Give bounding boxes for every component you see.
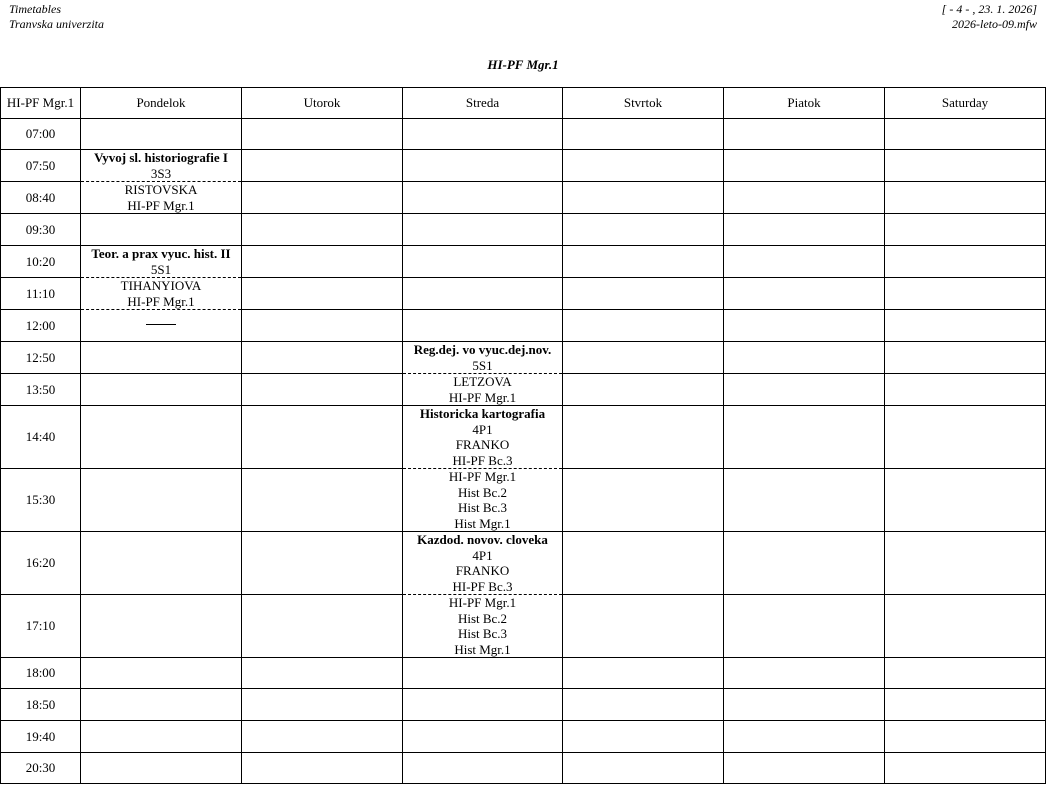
event-group: Hist Bc.3 <box>457 500 508 515</box>
event-cell[interactable] <box>403 342 563 374</box>
slot-cell <box>403 689 563 721</box>
table-row <box>1 689 1046 721</box>
slot-cell <box>81 342 242 374</box>
time-cell: 07:00 <box>1 119 81 150</box>
slot-cell <box>81 469 242 532</box>
time-cell: 19:40 <box>1 721 81 753</box>
slot-cell <box>81 721 242 753</box>
slot-cell <box>563 753 724 784</box>
slot-cell <box>403 721 563 753</box>
slot-cell <box>242 246 403 278</box>
table-row <box>1 753 1046 784</box>
slot-cell <box>885 310 1046 342</box>
slot-cell <box>403 278 563 310</box>
slot-cell <box>242 721 403 753</box>
slot-cell <box>563 246 724 278</box>
table-row <box>1 246 1046 278</box>
time-cell: 08:40 <box>1 182 81 214</box>
slot-cell <box>563 310 724 342</box>
slot-cell <box>563 595 724 658</box>
slot-cell <box>563 278 724 310</box>
slot-cell <box>81 532 242 595</box>
slot-cell <box>724 374 885 406</box>
header-right <box>942 2 1037 32</box>
event-group: HI-PF Bc.3 <box>452 578 513 594</box>
time-cell: 07:50 <box>1 150 81 182</box>
slot-cell <box>242 689 403 721</box>
slot-cell <box>724 595 885 658</box>
slot-cell <box>724 246 885 278</box>
slot-cell <box>242 658 403 689</box>
slot-cell <box>724 310 885 342</box>
slot-cell <box>563 406 724 469</box>
slot-cell <box>724 658 885 689</box>
slot-cell <box>403 214 563 246</box>
header-left <box>9 2 104 32</box>
slot-cell <box>81 689 242 721</box>
event-cell-continued[interactable] <box>403 595 563 658</box>
event-group: Hist Bc.3 <box>457 626 508 641</box>
slot-cell <box>242 374 403 406</box>
slot-cell <box>885 532 1046 595</box>
table-row <box>1 595 1046 658</box>
day-header-friday: Piatok <box>724 88 885 119</box>
event-teacher: FRANKO <box>455 563 510 578</box>
event-cell-continued[interactable] <box>81 182 242 214</box>
slot-cell <box>242 753 403 784</box>
table-row <box>1 469 1046 532</box>
header-app-name: Timetables <box>9 2 62 16</box>
table-row <box>1 532 1046 595</box>
event-cell[interactable] <box>81 150 242 182</box>
page-title: HI-PF Mgr.1 <box>487 57 559 72</box>
event-teacher: LETZOVA <box>453 374 512 389</box>
slot-cell <box>242 182 403 214</box>
slot-cell <box>724 119 885 150</box>
event-group: Hist Mgr.1 <box>454 515 511 531</box>
slot-cell <box>563 374 724 406</box>
slot-cell <box>724 469 885 532</box>
time-cell: 18:50 <box>1 689 81 721</box>
time-cell: 15:30 <box>1 469 81 532</box>
slot-cell <box>242 469 403 532</box>
event-title: Reg.dej. vo vyuc.dej.nov. <box>413 342 552 357</box>
slot-cell <box>724 182 885 214</box>
table-row <box>1 310 1046 342</box>
slot-cell <box>242 119 403 150</box>
event-cell-continued[interactable] <box>403 469 563 532</box>
slot-cell <box>885 278 1046 310</box>
corner-cell: HI-PF Mgr.1 <box>1 88 81 119</box>
table-row <box>1 150 1046 182</box>
day-header-tuesday: Utorok <box>242 88 403 119</box>
table-row <box>1 374 1046 406</box>
table-row <box>1 214 1046 246</box>
slot-cell <box>563 721 724 753</box>
event-title: Kazdod. novov. cloveka <box>417 532 548 547</box>
slot-cell <box>81 406 242 469</box>
time-cell: 14:40 <box>1 406 81 469</box>
slot-cell <box>242 406 403 469</box>
time-cell: 11:10 <box>1 278 81 310</box>
slot-cell <box>724 406 885 469</box>
slot-cell <box>885 374 1046 406</box>
event-room: 5S1 <box>472 357 493 373</box>
slot-cell <box>81 753 242 784</box>
empty-dash <box>146 324 176 325</box>
event-cell-continued[interactable] <box>81 310 242 342</box>
slot-cell <box>885 721 1046 753</box>
event-title: Teor. a prax vyuc. hist. II <box>91 246 231 261</box>
slot-cell <box>242 342 403 374</box>
slot-cell <box>724 214 885 246</box>
slot-cell <box>563 469 724 532</box>
event-room: 4P1 <box>472 547 493 563</box>
event-cell[interactable] <box>403 532 563 595</box>
slot-cell <box>403 182 563 214</box>
slot-cell <box>563 532 724 595</box>
time-cell: 09:30 <box>1 214 81 246</box>
slot-cell <box>403 658 563 689</box>
slot-cell <box>242 150 403 182</box>
slot-cell <box>885 214 1046 246</box>
event-group: HI-PF Mgr.1 <box>448 389 517 405</box>
table-row <box>1 119 1046 150</box>
time-cell: 12:00 <box>1 310 81 342</box>
slot-cell <box>724 532 885 595</box>
slot-cell <box>724 342 885 374</box>
slot-cell <box>563 150 724 182</box>
slot-cell <box>885 182 1046 214</box>
event-title: Historicka kartografia <box>419 406 546 421</box>
day-header-saturday: Saturday <box>885 88 1046 119</box>
event-group: Hist Bc.2 <box>457 610 508 626</box>
time-cell: 16:20 <box>1 532 81 595</box>
slot-cell <box>242 595 403 658</box>
slot-cell <box>563 182 724 214</box>
slot-cell <box>242 214 403 246</box>
time-cell: 10:20 <box>1 246 81 278</box>
event-room: 3S3 <box>150 165 172 181</box>
time-cell: 17:10 <box>1 595 81 658</box>
event-teacher: FRANKO <box>455 437 510 452</box>
slot-cell <box>403 119 563 150</box>
event-cell[interactable] <box>81 246 242 278</box>
header-file-name: 2026-leto-09.mfw <box>952 17 1037 31</box>
event-title: Vyvoj sl. historiografie I <box>94 150 228 165</box>
slot-cell <box>724 150 885 182</box>
slot-cell <box>242 532 403 595</box>
slot-cell <box>81 374 242 406</box>
table-row <box>1 342 1046 374</box>
timetable <box>0 87 1046 784</box>
table-row <box>1 278 1046 310</box>
event-group: HI-PF Bc.3 <box>452 452 513 468</box>
slot-cell <box>403 246 563 278</box>
slot-cell <box>885 689 1046 721</box>
time-cell: 12:50 <box>1 342 81 374</box>
table-row <box>1 182 1046 214</box>
header-university: Tranvska univerzita <box>9 17 104 31</box>
table-row <box>1 658 1046 689</box>
table-row <box>1 721 1046 753</box>
slot-cell <box>403 310 563 342</box>
event-teacher: RISTOVSKA <box>124 182 198 197</box>
slot-cell <box>885 658 1046 689</box>
slot-cell <box>81 595 242 658</box>
time-cell: 18:00 <box>1 658 81 689</box>
event-group: Hist Bc.2 <box>457 484 508 500</box>
slot-cell <box>81 658 242 689</box>
slot-cell <box>563 689 724 721</box>
slot-cell <box>885 753 1046 784</box>
event-group: Hist Mgr.1 <box>454 641 511 657</box>
header-page-date: [ - 4 - , 23. 1. 2026] <box>941 2 1037 16</box>
slot-cell <box>724 753 885 784</box>
event-room: 5S1 <box>150 261 172 277</box>
header-row <box>1 88 1046 119</box>
time-cell: 13:50 <box>1 374 81 406</box>
event-group: HI-PF Mgr.1 <box>127 293 195 309</box>
slot-cell <box>563 214 724 246</box>
slot-cell <box>885 119 1046 150</box>
event-group: HI-PF Mgr.1 <box>448 469 517 484</box>
slot-cell <box>242 278 403 310</box>
slot-cell <box>885 595 1046 658</box>
event-cell-continued[interactable] <box>403 374 563 406</box>
slot-cell <box>724 721 885 753</box>
slot-cell <box>563 342 724 374</box>
event-group: HI-PF Mgr.1 <box>127 197 195 213</box>
slot-cell <box>242 310 403 342</box>
table-row <box>1 406 1046 469</box>
slot-cell <box>885 469 1046 532</box>
event-room: 4P1 <box>472 421 493 437</box>
slot-cell <box>724 689 885 721</box>
slot-cell <box>403 150 563 182</box>
slot-cell <box>885 342 1046 374</box>
event-teacher: TIHANYIOVA <box>120 278 202 293</box>
day-header-thursday: Stvrtok <box>563 88 724 119</box>
slot-cell <box>563 119 724 150</box>
slot-cell <box>885 150 1046 182</box>
slot-cell <box>81 119 242 150</box>
slot-cell <box>724 278 885 310</box>
event-group: HI-PF Mgr.1 <box>448 595 517 610</box>
day-header-wednesday: Streda <box>403 88 563 119</box>
slot-cell <box>403 753 563 784</box>
day-header-monday: Pondelok <box>81 88 242 119</box>
slot-cell <box>885 406 1046 469</box>
event-cell-continued[interactable] <box>81 278 242 310</box>
slot-cell <box>81 214 242 246</box>
slot-cell <box>885 246 1046 278</box>
event-cell[interactable] <box>403 406 563 469</box>
slot-cell <box>563 658 724 689</box>
time-cell: 20:30 <box>1 753 81 784</box>
